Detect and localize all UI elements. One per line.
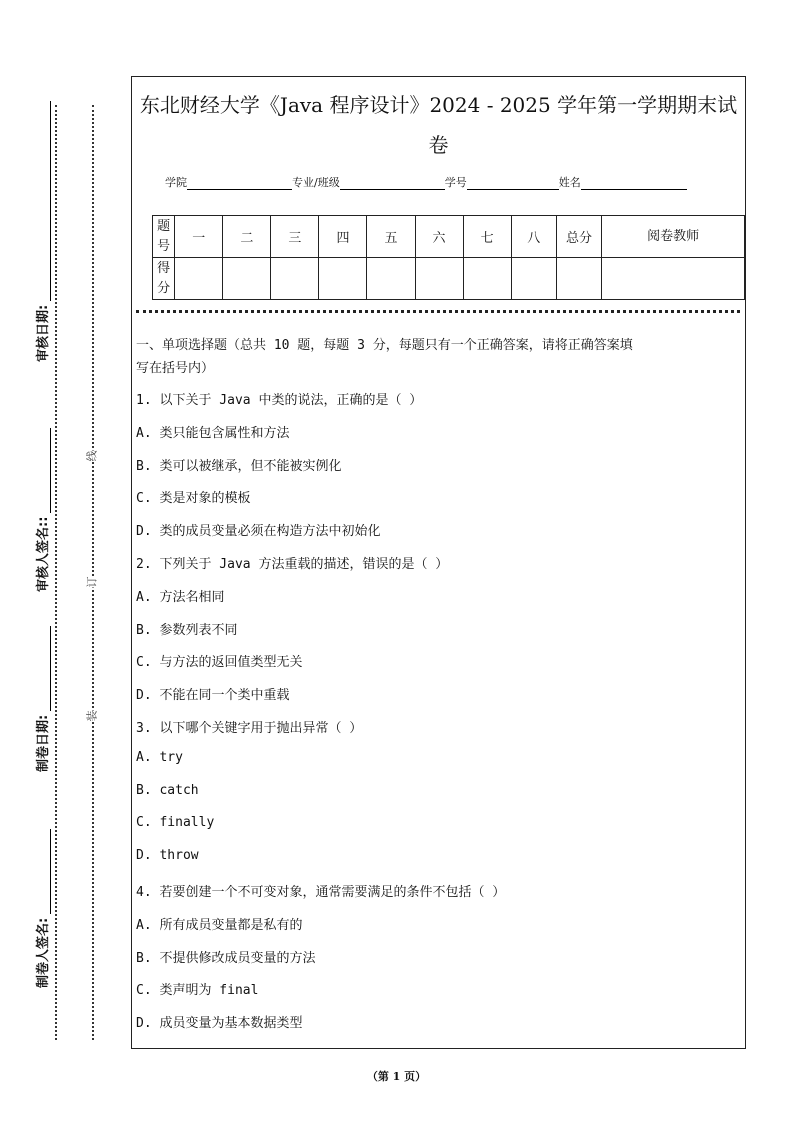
table-header-cell: 四	[319, 216, 367, 258]
answer-option: C. 类是对象的模板	[136, 491, 251, 507]
page-footer: （第 1 页）	[366, 1070, 427, 1083]
college-input[interactable]	[187, 177, 292, 190]
score-cell[interactable]	[511, 258, 556, 300]
score-cell[interactable]	[415, 258, 463, 300]
table-row	[153, 258, 745, 300]
answer-option: B. 参数列表不同	[136, 622, 238, 638]
line-mark: 线	[85, 450, 99, 462]
section-heading-cont: 写在括号内）	[136, 361, 215, 376]
score-cell[interactable]	[319, 258, 367, 300]
bind-mark: 订	[85, 576, 99, 588]
table-header-cell: 八	[511, 216, 556, 258]
inner-dotted-line	[92, 105, 94, 1040]
name-input[interactable]	[581, 177, 687, 190]
review-date-label: 审核日期:	[36, 304, 51, 362]
question-stem: 3. 以下哪个关键字用于抛出异常（ ）	[136, 721, 363, 736]
score-cell[interactable]	[175, 258, 223, 300]
table-header-cell: 七	[463, 216, 511, 258]
exam-title-line1: 东北财经大学《Java 程序设计》2024 - 2025 学年第一学期期末试	[139, 93, 738, 117]
answer-option: A. try	[136, 749, 183, 765]
reviewer-sign-line	[49, 428, 51, 513]
answer-option: D. throw	[136, 848, 199, 864]
maker-sign-label: 制卷人签名:	[36, 917, 51, 988]
answer-option: B. 不提供修改成员变量的方法	[136, 950, 316, 966]
table-header-cell: 一	[175, 216, 223, 258]
answer-option: C. 类声明为 final	[136, 983, 259, 999]
make-date-label: 制卷日期:	[36, 714, 51, 772]
table-row	[153, 216, 745, 258]
outer-dotted-line	[55, 105, 57, 1040]
score-cell[interactable]	[223, 258, 271, 300]
major-label: 专业/班级	[292, 176, 340, 189]
score-table	[152, 215, 745, 300]
review-date-field	[32, 101, 51, 362]
make-date-line	[49, 626, 51, 711]
table-header-cell: 六	[415, 216, 463, 258]
row1-label: 题号	[153, 216, 175, 258]
student-id-label: 学号	[444, 176, 467, 189]
section-heading: 一、单项选择题（总共 10 题，每题 3 分，每题只有一个正确答案，请将正确答案填	[136, 338, 633, 353]
score-cell[interactable]	[367, 258, 415, 300]
question-stem: 2. 下列关于 Java 方法重载的描述，错误的是（ ）	[136, 557, 449, 572]
answer-option: C. 与方法的返回值类型无关	[136, 655, 303, 671]
answer-option: D. 类的成员变量必须在构造方法中初始化	[136, 524, 381, 540]
student-info-fields	[165, 174, 687, 190]
table-header-cell: 总分	[556, 216, 601, 258]
answer-option: B. 类可以被继承，但不能被实例化	[136, 458, 342, 474]
table-header-cell: 三	[271, 216, 319, 258]
reviewer-sign-label: 审核人签名::	[36, 516, 51, 592]
score-cell[interactable]	[556, 258, 601, 300]
question-stem: 4. 若要创建一个不可变对象，通常需要满足的条件不包括（ ）	[136, 885, 506, 900]
answer-option: A. 类只能包含属性和方法	[136, 425, 290, 441]
maker-sign-line	[49, 829, 51, 914]
reviewer-sign-field	[32, 428, 51, 592]
header-divider	[136, 310, 740, 313]
exam-title-line2: 卷	[428, 133, 449, 157]
question-stem: 1. 以下关于 Java 中类的说法，正确的是（ ）	[136, 393, 423, 408]
name-label: 姓名	[558, 176, 581, 189]
answer-option: A. 方法名相同	[136, 589, 225, 605]
answer-option: C. finally	[136, 815, 215, 831]
score-cell[interactable]	[602, 258, 745, 300]
exam-content-box	[131, 76, 746, 1049]
row2-label: 得分	[153, 258, 175, 300]
table-header-cell: 阅卷教师	[602, 216, 745, 258]
make-date-field	[32, 626, 51, 772]
answer-option: A. 所有成员变量都是私有的	[136, 917, 303, 933]
major-input[interactable]	[340, 177, 445, 190]
score-cell[interactable]	[463, 258, 511, 300]
maker-sign-field	[32, 829, 51, 988]
stitch-mark: 装	[85, 710, 99, 722]
answer-option: D. 成员变量为基本数据类型	[136, 1016, 303, 1032]
table-header-cell: 五	[367, 216, 415, 258]
score-cell[interactable]	[271, 258, 319, 300]
table-header-cell: 二	[223, 216, 271, 258]
answer-option: D. 不能在同一个类中重载	[136, 688, 290, 704]
review-date-line	[49, 101, 51, 301]
college-label: 学院	[165, 176, 187, 189]
student-id-input[interactable]	[467, 177, 559, 190]
answer-option: B. catch	[136, 782, 199, 798]
